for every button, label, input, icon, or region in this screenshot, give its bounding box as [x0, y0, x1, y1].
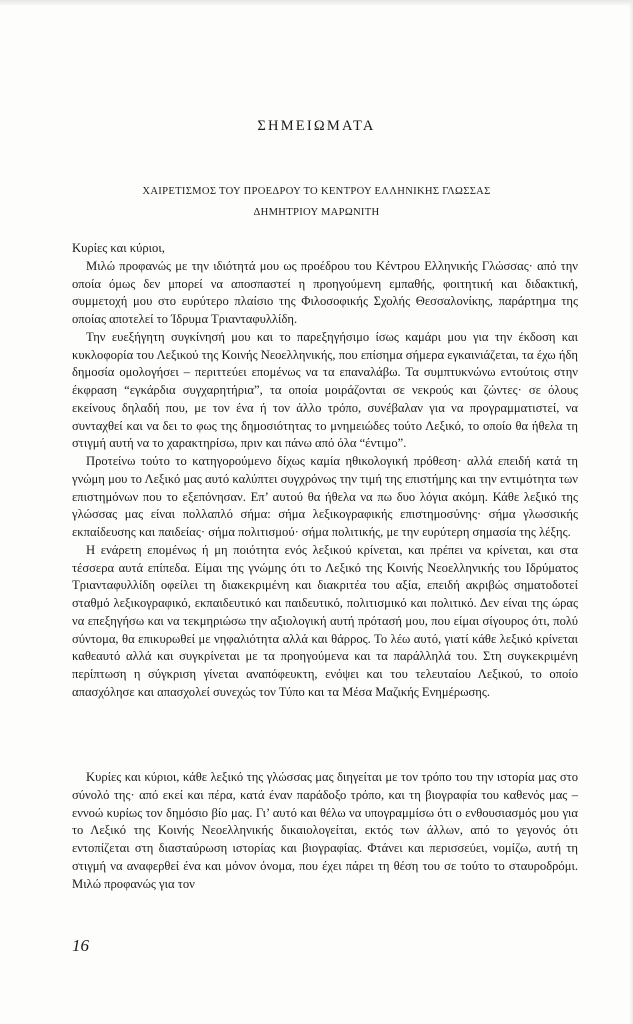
section-title: ΣΗΜΕΙΩΜΑΤΑ [257, 118, 376, 134]
page-number: 16 [72, 936, 89, 955]
greeting-title-line-1: ΧΑΙΡΕΤΙΣΜΟΣ ΤΟΥ ΠΡΟΕΔΡΟΥ ΤΟ ΚΕΝΤΡΟΥ ΕΛΛΗΝΙΚΗΣ ΓΛΩΣΣΑΣ [142, 186, 491, 197]
greeting-title [60, 181, 573, 223]
paragraph: Την ευεξήγητη συγκίνησή μου και το παρεξηγήσιμο ίσως καμάρι μου για την έκδοση και κυκλοφορία του Λεξικού της Κοινής Νεοελληνικής, που επίσημα σήμερα εγκαινιάζεται, τα έχω ήδη δημοσία ομολογήσει – περιττεύει επομένως να τα επαναλάβω. Τα συμπτυκνώνω εντούτοις στην έκφραση “εγκάρδια συγχαρητήρια”, τα οποία μοιράζονται σε νεκρούς και ζώντες· σε όλους εκείνους δηλαδή που, με τον ένα ή τον άλλο τρόπο, συνέβαλαν για να προγραμματιστεί, να συνταχθεί και να δει το φως της δημοσιότητας το μνημειώδες τούτο Λεξικό, το οποίο θα ήθελα τη στιγμή αυτή να το χαρακτηρίσω, πριν και πάνω από όλα “έντιμο”. [72, 329, 578, 451]
greeting-title-line-2: ΔΗΜΗΤΡΙΟΥ ΜΑΡΩΝΙΤΗ [253, 207, 380, 218]
salutation: Κυρίες και κύριοι, [72, 241, 165, 255]
scan-right-edge [629, 0, 633, 1024]
paragraph: Προτείνω τούτο το κατηγορούμενο δίχως καμία ηθικολογική πρόθεση· αλλά επειδή κατά τη γνώμη μου το Λεξικό μας αυτό καλύπτει συγχρόνως την τιμή της επιστήμης και την εντιμότητα των επιστημόνων που το εξεπόνησαν. Επ’ αυτού θα ήθελα να πω δυο λόγια ακόμη. Κάθε λεξικό της γλώσσας μας είναι πολλαπλό σήμα: σήμα λεξικογραφικής επιστημοσύνης· σήμα γλωσσικής εκπαίδευσης και παιδείας· σήμα πολιτισμού· σήμα πολιτικής, με την ευρύτερη σημασία της λέξης. [72, 454, 578, 539]
paragraph: Κυρίες και κύριοι, κάθε λεξικό της γλώσσας μας διηγείται με τον τρόπο του την ιστορία μας στο σύνολό της· από εκεί και πέρα, κατά έναν παράδοξο τρόπο, και τη βιογραφία του καθενός μας – εννοώ κυρίως τον δημόσιο βίο μας. Γι’ αυτό και θέλω να υπογραμμίσω ότι ο ενθουσιασμός μου για το Λεξικό της Κοινής Νεοελληνικής δικαιολογείται, εκτός των άλλων, από το γεγονός ότι εντοπίζεται στη διασταύρωση ιστορίας και βιογραφίας. Φτάνει και περισσεύει, νομίζω, αυτή τη στιγμή να αναφερθεί ένα και μόνον όνομα, που έχει πάρει τη θέση του σε τούτο το σταυροδρόμι. Μιλώ προφανώς για τον [72, 770, 578, 891]
scan-top-edge [0, 0, 633, 6]
paragraph: Η ενάρετη επομένως ή μη ποιότητα ενός λεξικού κρίνεται, και πρέπει να κρίνεται, και στα τέσσερα αυτά επίπεδα. Είμαι της γνώμης ότι το Λεξικό της Κοινής Νεοελληνικής του Ιδρύματος Τριανταφυλλίδη οφείλει τη διακεκριμένη και διακριτέα του αξία, επειδή ακριβώς σηματοδοτεί σταθμό λεξικογραφικό, εκπαιδευτικό και παιδευτικό, πολιτισμικό και πολιτικό. Δεν είναι της ώρας να επεξηγήσω και να τεκμηριώσω την αξιολογική αυτή πρότασή μου, που είμαι σίγουρος ότι, πολύ σύντομα, θα επικυρωθεί με νηφαλιότητα αλλά και θάρρος. Το λέω αυτό, γιατί κάθε λεξικό κρίνεται καθεαυτό αλλά και συγκρίνεται με τα προηγούμενα και τα παράλληλά του. Στη συγκεκριμένη περίπτωση η σύγκριση γίνεται αναπόφευκτη, ενόψει και του τελευταίου Λεξικού, το οποίο απασχόλησε και απασχολεί συνεχώς τον Τύπο και τα Μέσα Μαζικής Ενημέρωσης. [72, 542, 578, 699]
body-text-block-2 [72, 769, 578, 893]
paragraph: Μιλώ προφανώς με την ιδιότητά μου ως προέδρου του Κέντρου Ελληνικής Γλώσσας· από την οποία όμως δεν μπορεί να αποσπαστεί η προηγούμενη εμπαθής, φοιτητική και διδακτική, συμμετοχή μου στο ευρύτερο πλαίσιο της Φιλοσοφικής Σχολής Θεσσαλονίκης, παράρτημα της οποίας αποτελεί το Ίδρυμα Τριανταφυλλίδη. [72, 258, 578, 326]
body-text-block-1 [72, 240, 578, 702]
